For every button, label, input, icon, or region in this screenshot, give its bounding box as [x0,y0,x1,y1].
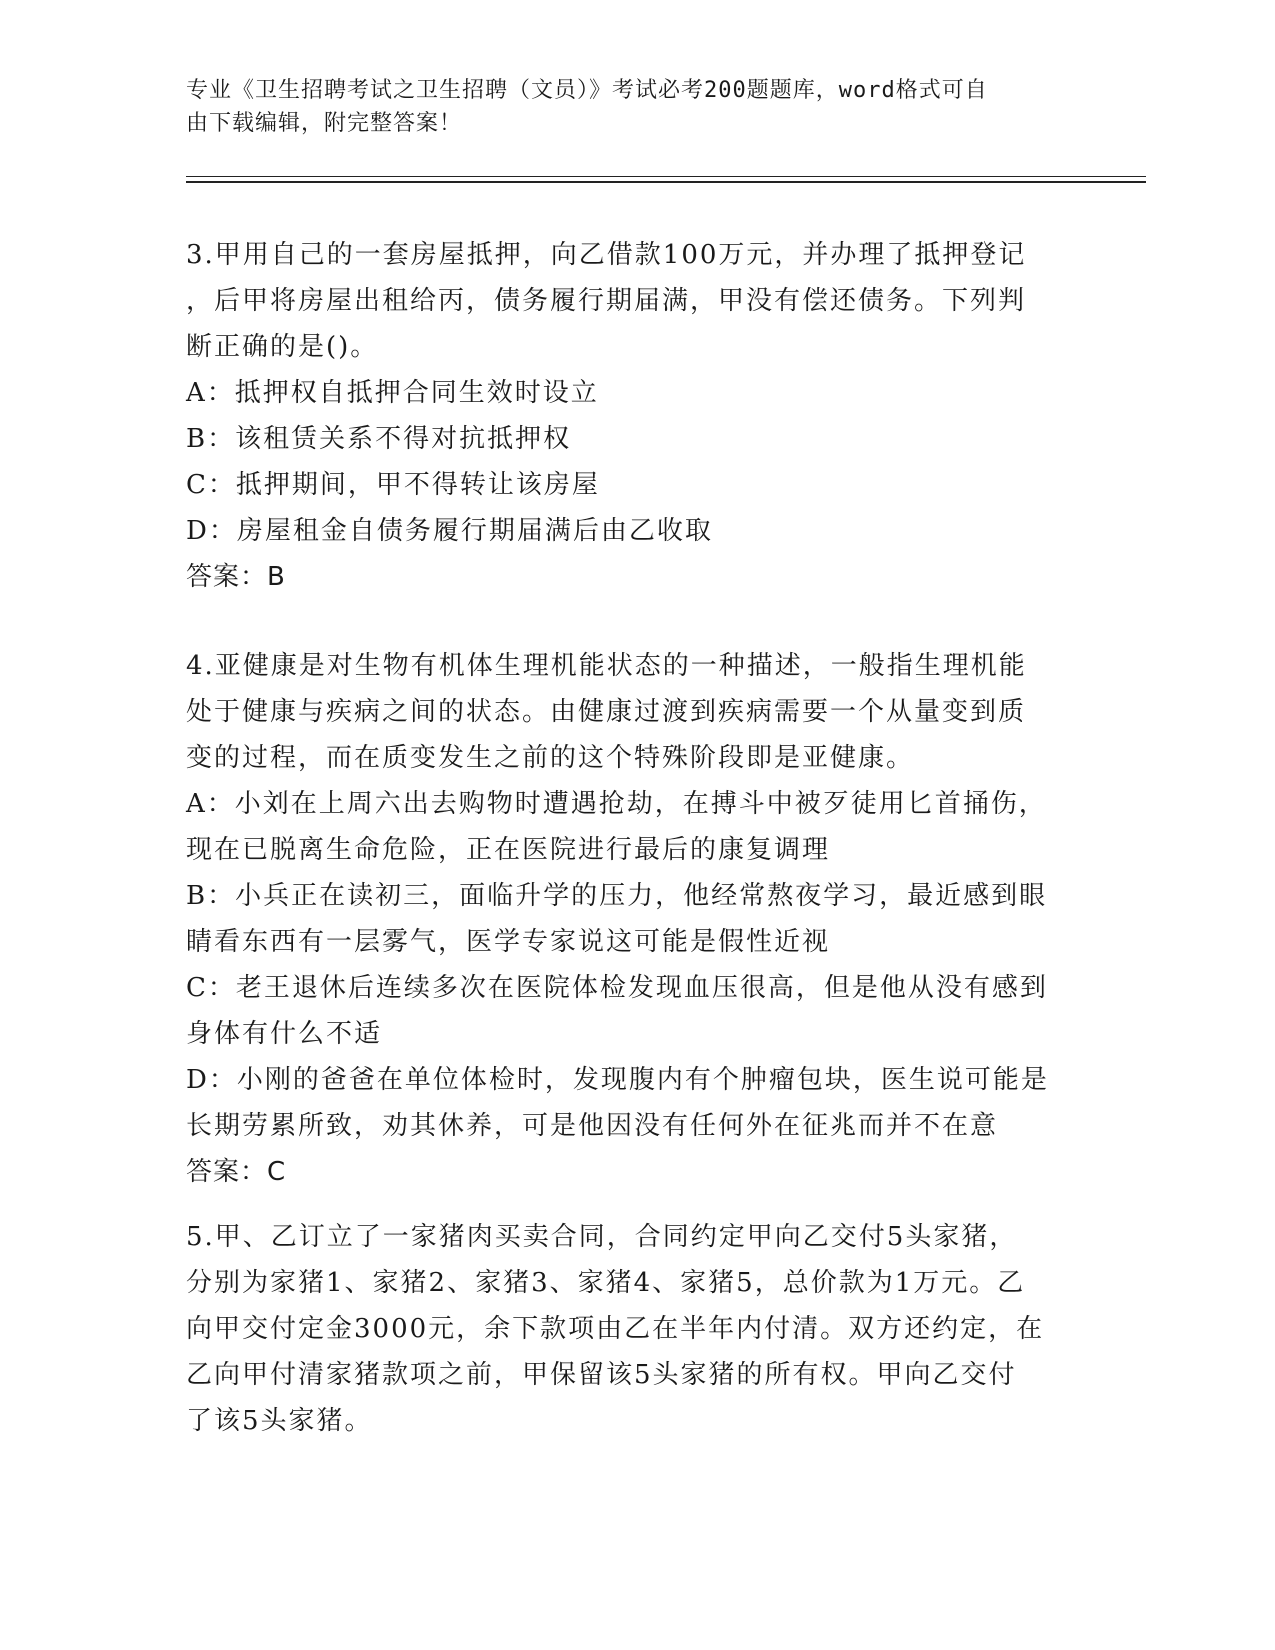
question-4 [186,643,1086,1195]
option-d: D：小刚的爸爸在单位体检时，发现腹内有个肿瘤包块，医生说可能是 [186,1065,1049,1095]
question-stem-line: 向甲交付定金3000元，余下款项由乙在半年内付清。双方还约定，在 [186,1314,1045,1344]
header-line-1: 专业《卫生招聘考试之卫生招聘（文员）》考试必考200题题库，word格式可自 [186,78,988,103]
option-b: B：小兵正在读初三，面临升学的压力，他经常熬夜学习，最近感到眼 [186,881,1048,911]
option-c-continued: 身体有什么不适 [186,1019,383,1049]
question-stem-line: 5.甲、乙订立了一家猪肉买卖合同，合同约定甲向乙交付5头家猪， [186,1222,1018,1252]
option-a: A：小刘在上周六出去购物时遭遇抢劫，在搏斗中被歹徒用匕首捅伤， [186,789,1047,819]
option-d: D：房屋租金自债务履行期届满后由乙收取 [186,516,713,546]
option-a: A：抵押权自抵押合同生效时设立 [186,378,599,408]
question-stem-line: 4.亚健康是对生物有机体生理机能状态的一种描述，一般指生理机能 [186,651,1027,681]
question-5 [186,1214,1086,1444]
option-b-continued: 睛看东西有一层雾气，医学专家说这可能是假性近视 [186,927,831,957]
question-stem-line: ，后甲将房屋出租给丙，债务履行期届满，甲没有偿还债务。下列判 [186,286,1027,316]
option-a-continued: 现在已脱离生命危险，正在医院进行最后的康复调理 [186,835,831,865]
question-stem-line: 乙向甲付清家猪款项之前，甲保留该5头家猪的所有权。甲向乙交付 [186,1360,1017,1390]
question-3 [186,232,1086,600]
document-header [186,74,1066,140]
option-b: B：该租赁关系不得对抗抵押权 [186,424,572,454]
question-stem-line: 断正确的是()。 [186,332,379,362]
question-stem-line: 了该5头家猪。 [186,1406,373,1436]
option-c: C：老王退休后连续多次在医院体检发现血压很高，但是他从没有感到 [186,973,1048,1003]
header-line-2: 由下载编辑，附完整答案！ [186,111,463,136]
question-stem-line: 变的过程，而在质变发生之前的这个特殊阶段即是亚健康。 [186,743,915,773]
question-stem-line: 处于健康与疾病之间的状态。由健康过渡到疾病需要一个从量变到质 [186,697,1027,727]
answer-label: 答案：C [186,1157,287,1187]
option-c: C：抵押期间，甲不得转让该房屋 [186,470,600,500]
question-stem-line: 分别为家猪1、家猪2、家猪3、家猪4、家猪5，总价款为1万元。乙 [186,1268,1026,1298]
header-divider-top [186,176,1146,177]
question-stem-line: 3.甲用自己的一套房屋抵押，向乙借款100万元，并办理了抵押登记 [186,240,1027,270]
header-divider-bottom [186,181,1146,183]
answer-label: 答案：B [186,562,286,592]
option-d-continued: 长期劳累所致，劝其休养，可是他因没有任何外在征兆而并不在意 [186,1111,999,1141]
